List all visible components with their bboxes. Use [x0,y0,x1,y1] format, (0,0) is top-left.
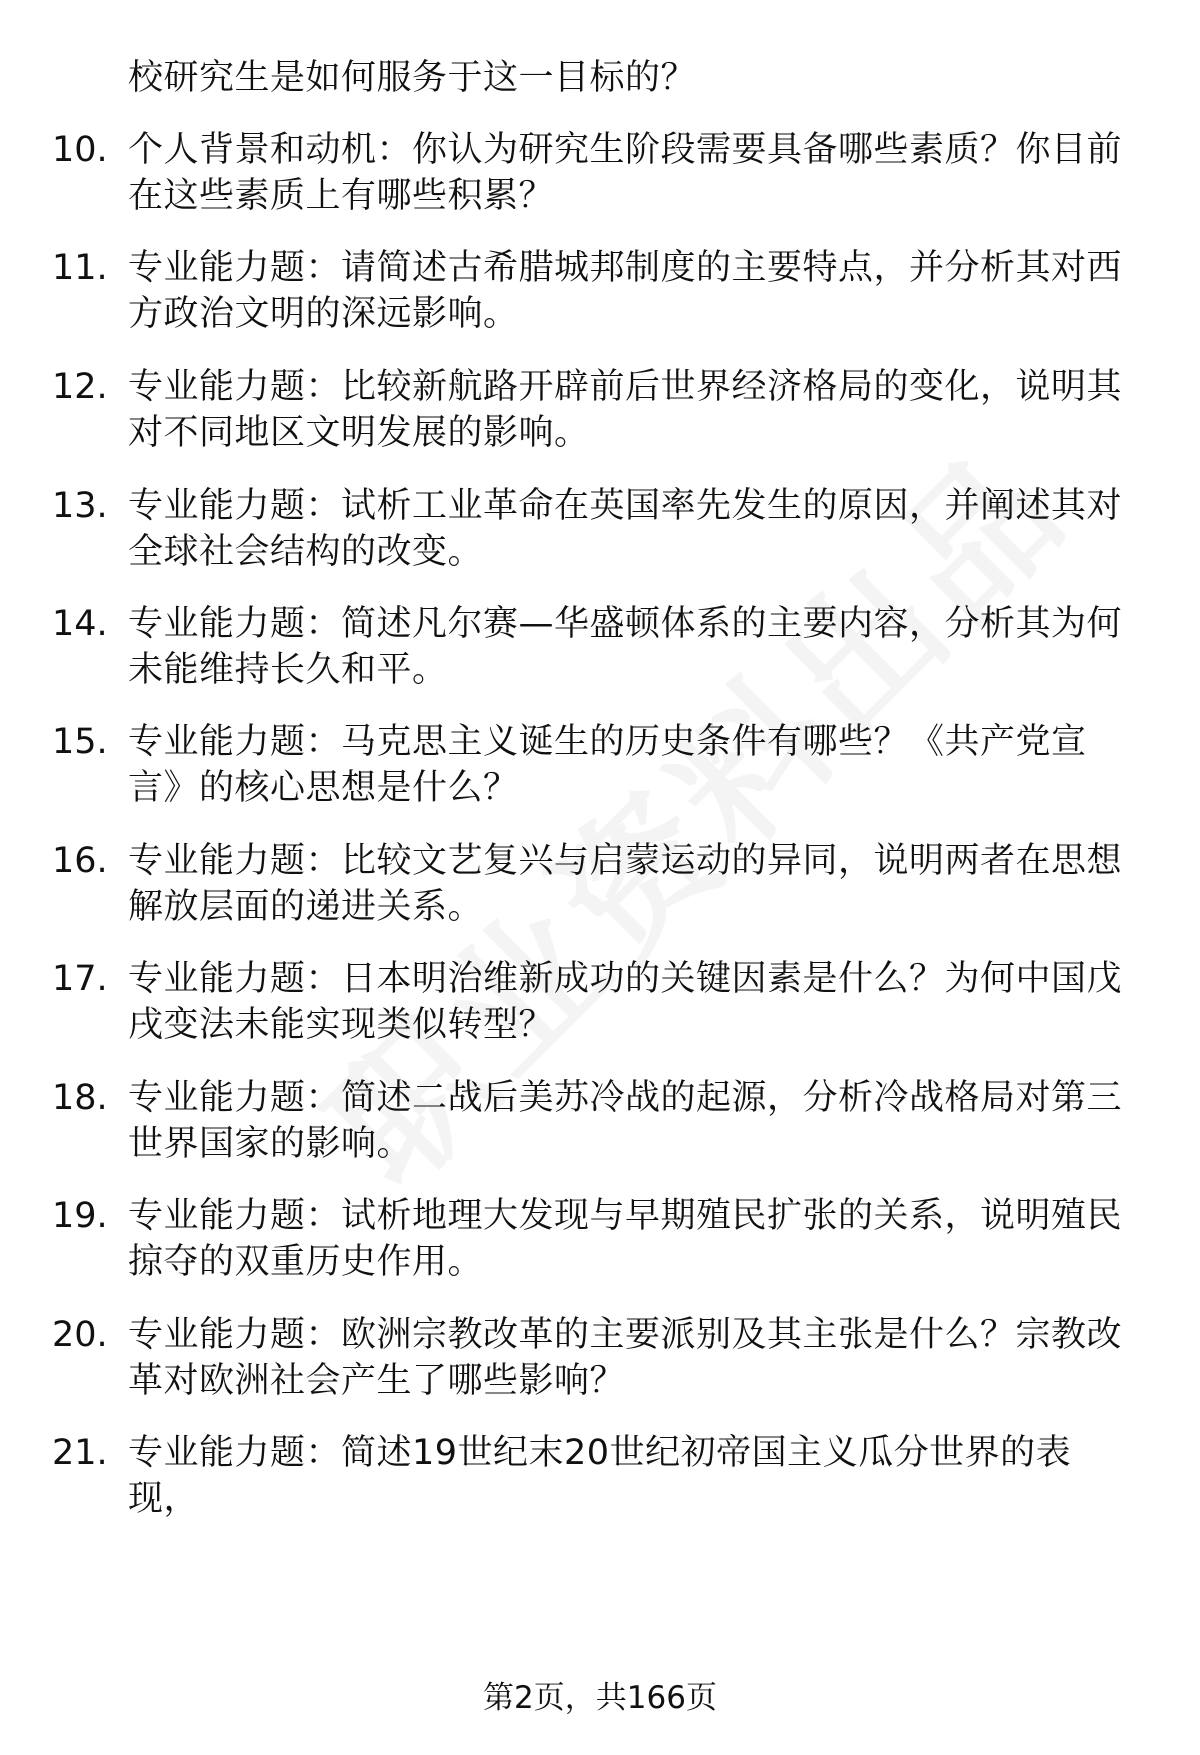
item-text: 专业能力题：简述凡尔赛—华盛顿体系的主要内容，分析其为何未能维持长久和平。 [128,604,1123,690]
item-number: 12. [52,367,108,407]
item-number: 19. [52,1196,108,1236]
item-text: 专业能力题：试析地理大发现与早期殖民扩张的关系，说明殖民掠夺的双重历史作用。 [128,1196,1123,1282]
page-footer: 第2页，共166页 [483,1680,717,1716]
item-text: 专业能力题：试析工业革命在英国率先发生的原因，并阐述其对全球社会结构的改变。 [128,486,1123,572]
item-number: 14. [52,604,108,644]
item-text: 专业能力题：欧洲宗教改革的主要派别及其主张是什么？宗教改革对欧洲社会产生了哪些影响？ [128,1315,1123,1401]
item-number: 16. [52,841,108,881]
item-number: 11. [52,248,108,288]
item-text: 专业能力题：简述二战后美苏冷战的起源，分析冷战格局对第三世界国家的影响。 [128,1078,1123,1164]
item-number: 21. [52,1433,108,1473]
item-text: 专业能力题：马克思主义诞生的历史条件有哪些？《共产党宣言》的核心思想是什么？ [128,722,1087,808]
item-number: 17. [52,959,108,999]
item-text: 专业能力题：比较文艺复兴与启蒙运动的异同，说明两者在思想解放层面的递进关系。 [128,841,1123,927]
item-number: 15. [52,722,108,762]
item-number: 10. [52,130,108,170]
item-text: 专业能力题：比较新航路开辟前后世界经济格局的变化，说明其对不同地区文明发展的影响。 [128,367,1123,453]
item-number: 20. [52,1315,108,1355]
item-text: 个人背景和动机：你认为研究生阶段需要具备哪些素质？你目前在这些素质上有哪些积累？ [128,130,1123,216]
item-text: 专业能力题：日本明治维新成功的关键因素是什么？为何中国戊戌变法未能实现类似转型？ [128,959,1123,1045]
item-text: 专业能力题：请简述古希腊城邦制度的主要特点，并分析其对西方政治文明的深远影响。 [128,248,1123,334]
item-number: 18. [52,1078,108,1118]
item-number: 13. [52,486,108,526]
item-text: 专业能力题：简述19世纪末20世纪初帝国主义瓜分世界的表现， [128,1433,1072,1519]
continuation-text: 校研究生是如何服务于这一目标的？ [128,58,697,98]
